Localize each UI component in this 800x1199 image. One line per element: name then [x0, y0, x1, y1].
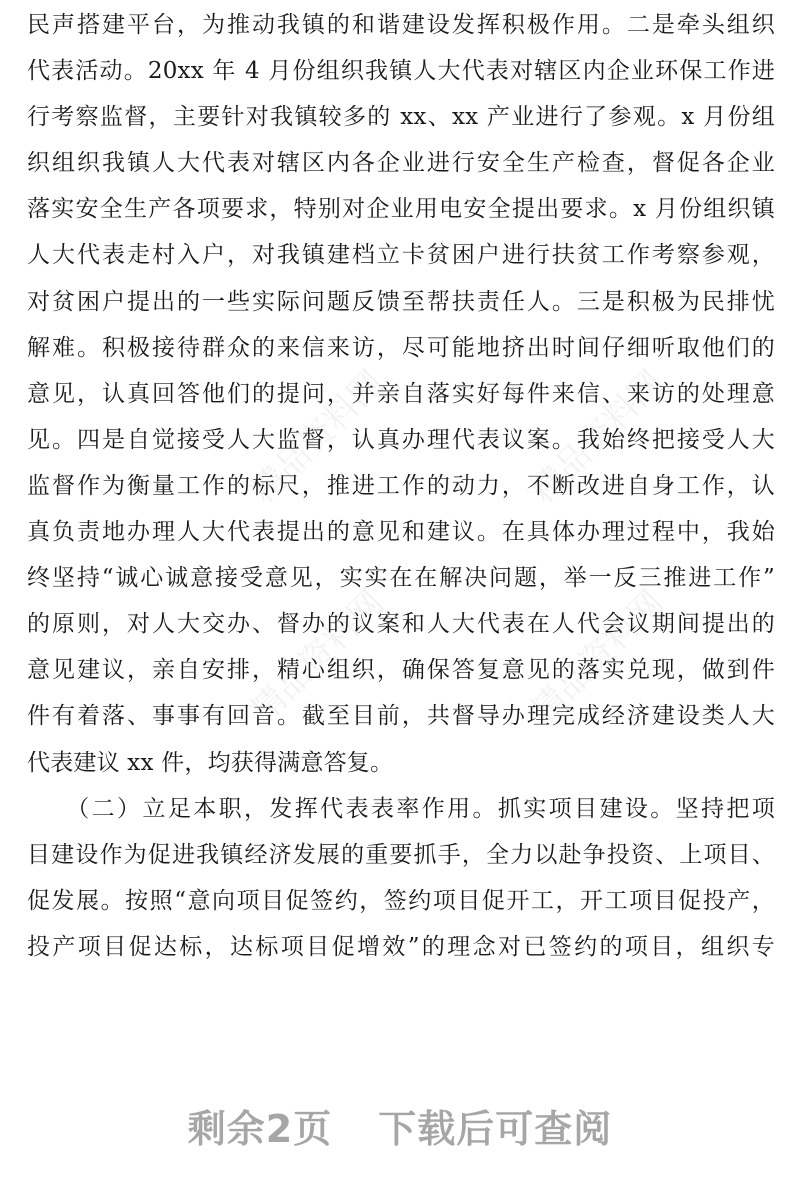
text-line: 人大代表走村入户，对我镇建档立卡贫困户进行扶贫工作考察参观， — [27, 242, 775, 269]
text-line: 终坚持“诚心诚意接受意见，实实在在解决问题，举一反三推进工作” — [27, 565, 775, 592]
text-line: 解难。积极接待群众的来信来访，尽可能地挤出时间仔细听取他们的 — [27, 334, 775, 361]
download-hint-label: 下载后可查阅 — [378, 1107, 613, 1151]
watermark: 精品资料网 — [243, 362, 392, 512]
text-line: 真负责地办理人大代表提出的意见和建议。在具体办理过程中，我始 — [27, 519, 775, 546]
text-line: 意见，认真回答他们的提问，并亲自落实好每件来信、来访的处理意 — [27, 380, 775, 407]
document-body — [27, 2, 775, 970]
text-line: 代表活动。20xx 年 4 月份组织我镇人大代表对辖区内企业环保工作进 — [27, 58, 775, 85]
text-line: 监督作为衡量工作的标尺，推进工作的动力，不断改进自身工作，认 — [27, 472, 775, 499]
text-line: 见。四是自觉接受人大监督，认真办理代表议案。我始终把接受人大 — [27, 426, 775, 453]
text-line: 的原则，对人大交办、督办的议案和人大代表在人代会议期间提出的 — [27, 611, 775, 638]
text-line: 促发展。按照“意向项目促签约，签约项目促开工，开工项目促投产， — [27, 887, 775, 914]
text-line: 民声搭建平台，为推动我镇的和谐建设发挥积极作用。二是牵头组织 — [27, 12, 775, 38]
download-banner[interactable] — [0, 1098, 800, 1153]
text-line: （二）立足本职，发挥代表表率作用。抓实项目建设。坚持把项 — [27, 795, 775, 822]
text-line: 织组织我镇人大代表对辖区内各企业进行安全生产检查，督促各企业 — [27, 150, 775, 177]
text-line: 件有着落、事事有回音。截至目前，共督导办理完成经济建设类人大 — [27, 703, 775, 730]
text-line: 投产项目促达标，达标项目促增效”的理念对已签约的项目，组织专 — [27, 933, 775, 960]
text-line: 行考察监督，主要针对我镇较多的 xx、xx 产业进行了参观。x 月份组 — [27, 104, 775, 131]
watermark: 精品资料网 — [523, 362, 672, 512]
text-line: 代表建议 xx 件，均获得满意答复。 — [27, 749, 394, 776]
text-line: 意见建议，亲自安排，精心组织，确保答复意见的落实兑现，做到件 — [27, 657, 775, 684]
watermark: 精品资料网 — [243, 582, 392, 732]
text-line: 落实安全生产各项要求，特别对企业用电安全提出要求。x 月份组织镇 — [27, 196, 775, 223]
remaining-pages-label: 剩余2页 — [187, 1107, 333, 1151]
text-line: 目建设作为促进我镇经济发展的重要抓手，全力以赴争投资、上项目、 — [27, 841, 775, 868]
text-line: 对贫困户提出的一些实际问题反馈至帮扶责任人。三是积极为民排忧 — [27, 288, 775, 315]
watermark: 精品资料网 — [523, 582, 672, 732]
